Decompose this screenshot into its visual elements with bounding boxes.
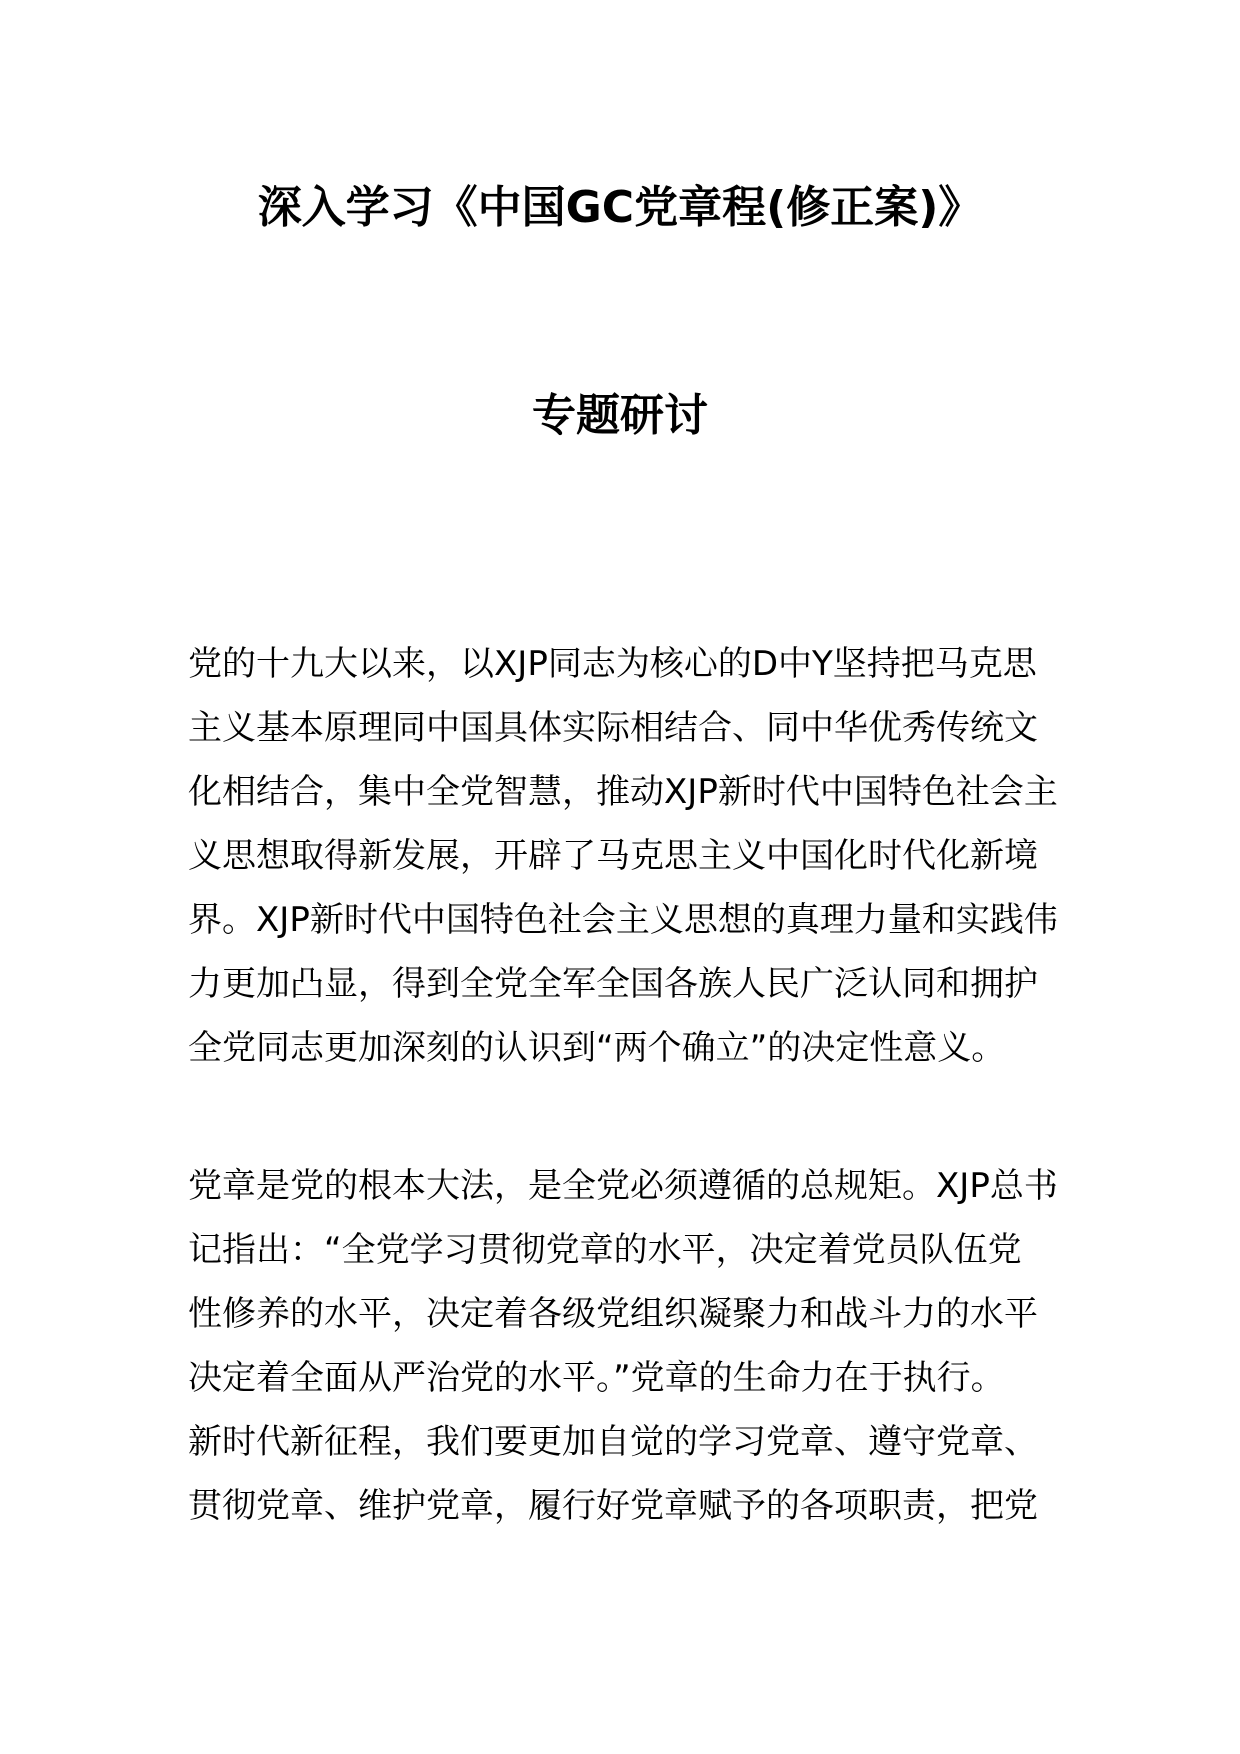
document-title: 深入学习《中国GC党章程(修正案)》 <box>257 182 983 233</box>
paragraph-line: 党章是党的根本大法，是全党必须遵循的总规矩。XJP总书 <box>188 1166 1058 1206</box>
document-subtitle: 专题研讨 <box>532 390 708 441</box>
paragraph-line: 全党同志更加深刻的认识到“两个确立”的决定性意义。 <box>188 1028 1006 1068</box>
paragraph-line: 化相结合，集中全党智慧，推动XJP新时代中国特色社会主 <box>188 772 1058 812</box>
paragraph-line: 义思想取得新发展，开辟了马克思主义中国化时代化新境 <box>188 836 1038 876</box>
paragraph-line: 性修养的水平，决定着各级党组织凝聚力和战斗力的水平 <box>188 1294 1038 1334</box>
paragraph-1 <box>188 632 1068 1080</box>
paragraph-line: 界。XJP新时代中国特色社会主义思想的真理力量和实践伟 <box>188 900 1058 940</box>
paragraph-line: 记指出：“全党学习贯彻党章的水平，决定着党员队伍党 <box>188 1230 1022 1270</box>
paragraph-line: 党的十九大以来，以XJP同志为核心的D中Y坚持把马克思 <box>188 644 1037 684</box>
paragraph-2 <box>188 1154 1068 1538</box>
paragraph-line: 力更加凸显，得到全党全军全国各族人民广泛认同和拥护 <box>188 964 1038 1004</box>
paragraph-line: 主义基本原理同中国具体实际相结合、同中华优秀传统文 <box>188 708 1038 748</box>
paragraph-line: 贯彻党章、维护党章，履行好党章赋予的各项职责，把党 <box>188 1486 1038 1526</box>
paragraph-line: 决定着全面从严治党的水平。”党章的生命力在于执行。 <box>188 1358 1005 1398</box>
paragraph-line: 新时代新征程，我们要更加自觉的学习党章、遵守党章、 <box>188 1422 1038 1462</box>
